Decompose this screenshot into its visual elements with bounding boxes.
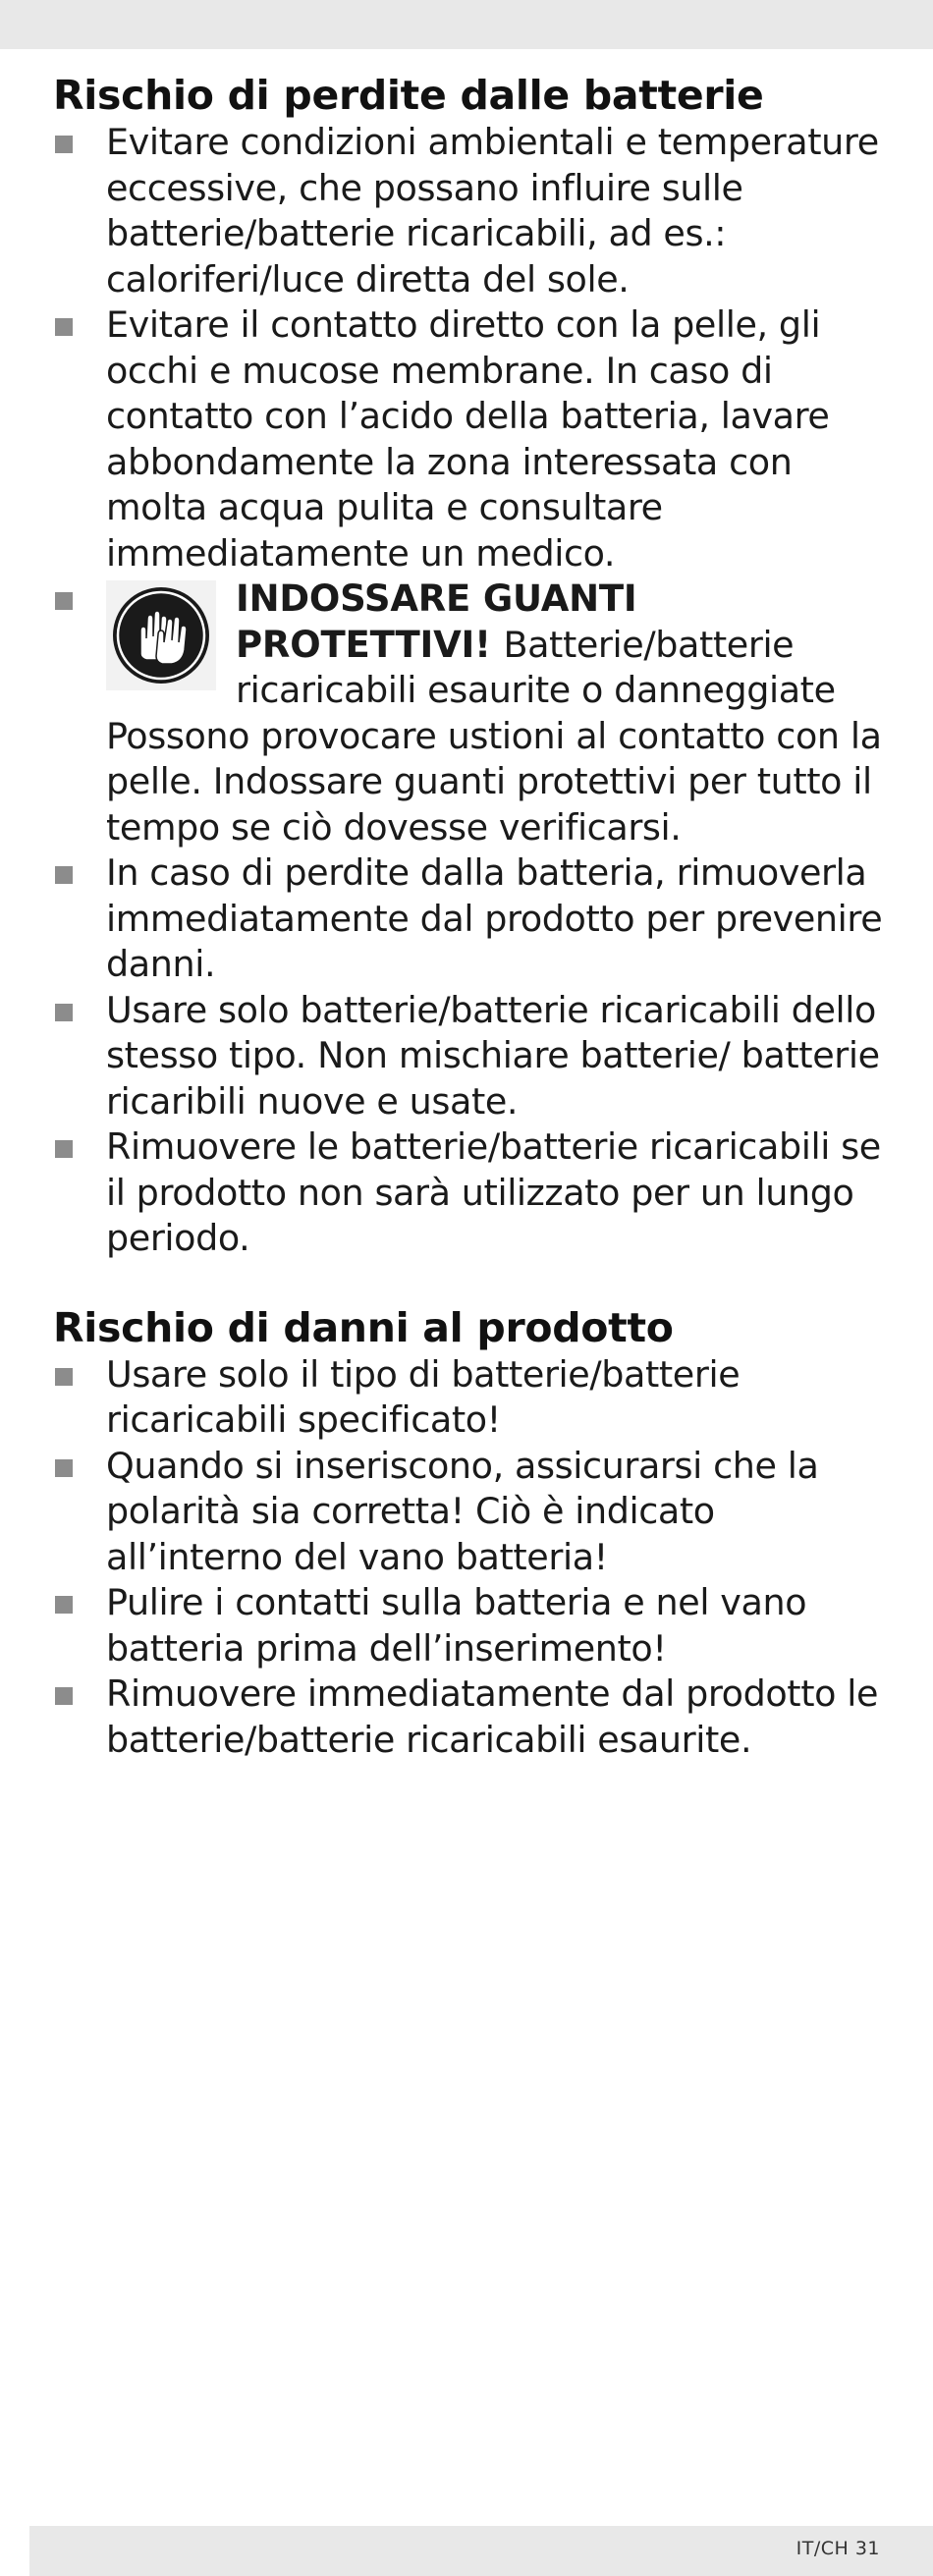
- square-bullet-icon: [55, 1596, 73, 1614]
- list-item: [53, 1352, 888, 1444]
- list-item-text: In caso di perdite dalla batteria, rimuoverla immediatamente dal prodotto per prevenire danni.: [106, 851, 883, 985]
- list-item-text: Pulire i contatti sulla batteria e nel vano batteria prima dell’inserimento!: [106, 1581, 807, 1670]
- section-title-battery-leakage: Rischio di perdite dalle batterie: [53, 72, 764, 119]
- list-item-warning: [53, 576, 888, 850]
- list-item: [53, 120, 888, 302]
- list-item: [53, 1672, 888, 1763]
- battery-leakage-list: [53, 120, 888, 1262]
- square-bullet-icon: [55, 866, 73, 884]
- list-item-text: Rimuovere immediatamente dal prodotto le batterie/batterie ricaricabili esaurite.: [106, 1672, 879, 1761]
- list-item-text: Rimuovere le batterie/batterie ricaricabili se il prodotto non sarà utilizzato per un lungo periodo.: [106, 1125, 881, 1259]
- page-number: IT/CH 31: [796, 2538, 880, 2559]
- protective-gloves-icon: [106, 580, 216, 690]
- footer-bar: [0, 2526, 933, 2576]
- square-bullet-icon: [55, 1004, 73, 1021]
- footer-left-block: [0, 2526, 29, 2576]
- list-item: [53, 302, 888, 576]
- list-item-text: Evitare condizioni ambientali e temperature eccessive, che possano influire sulle batterie/batterie ricaricabili, ad es.: caloriferi/luce diretta del sole.: [106, 121, 879, 301]
- list-item: [53, 1580, 888, 1672]
- square-bullet-icon: [55, 1459, 73, 1477]
- warning-text: Batterie/batterie ricaricabili esaurite o danneggiate Possono provocare ustioni al contatto con la pelle. Indossare guanti protettivi per tutto il tempo se ciò dovesse verificarsi.: [106, 623, 882, 849]
- square-bullet-icon: [55, 1687, 73, 1705]
- square-bullet-icon: [55, 318, 73, 336]
- top-bar: [0, 0, 933, 49]
- list-item-text: Usare solo batterie/batterie ricaricabili dello stesso tipo. Non mischiare batterie/ batterie ricaribili nuove e usate.: [106, 988, 880, 1123]
- product-damage-list: [53, 1352, 888, 1764]
- page-content: [53, 73, 888, 1763]
- square-bullet-icon: [55, 1140, 73, 1158]
- list-item: [53, 850, 888, 988]
- list-item-text: Quando si inseriscono, assicurarsi che la polarità sia corretta! Ciò è indicato all’interno del vano batteria!: [106, 1444, 819, 1578]
- list-item: [53, 1124, 888, 1262]
- square-bullet-icon: [55, 592, 73, 610]
- warning-block: [106, 576, 888, 850]
- section-title-product-damage: Rischio di danni al prodotto: [53, 1303, 674, 1351]
- square-bullet-icon: [55, 136, 73, 153]
- list-item: [53, 988, 888, 1125]
- list-item: [53, 1444, 888, 1581]
- warning-title: INDOSSARE GUANTI PROTETTIVI!: [236, 577, 637, 666]
- list-item-text: Usare solo il tipo di batterie/batterie ricaricabili specificato!: [106, 1352, 741, 1441]
- list-item-text: Evitare il contatto diretto con la pelle, gli occhi e mucose membrane. In caso di contatto con l’acido della batteria, lavare abbondamente la zona interessata con molta acqua pulita e consultare immediatamente un medico.: [106, 303, 830, 575]
- square-bullet-icon: [55, 1368, 73, 1386]
